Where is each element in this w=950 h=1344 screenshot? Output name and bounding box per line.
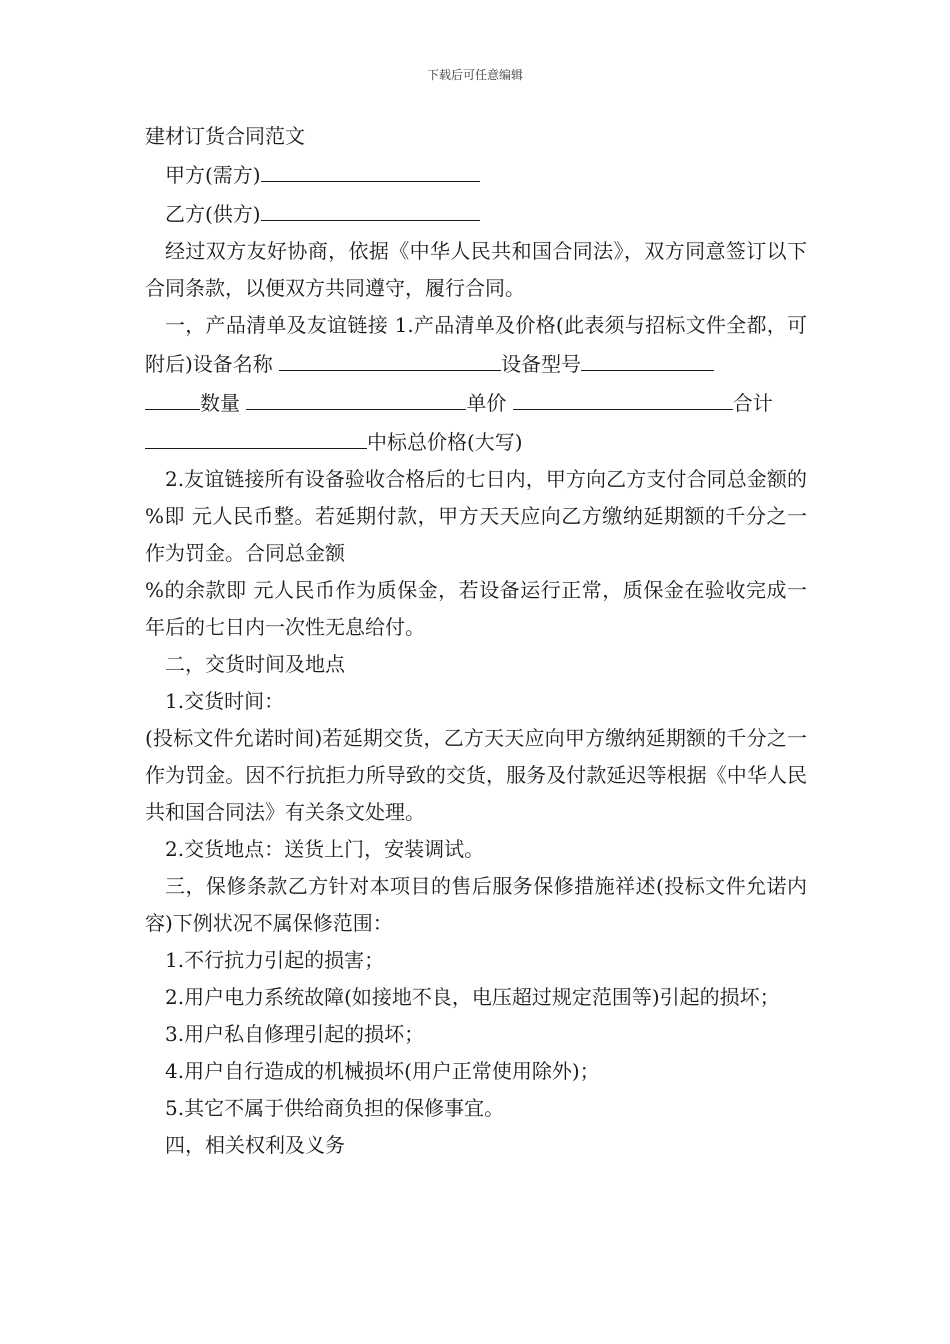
warranty-item-4: 4.用户自行造成的机械损坏(用户正常使用除外)； [165, 1059, 600, 1083]
price-blank[interactable] [513, 383, 733, 410]
delivery-place: 2.交货地点：送货上门，安装调试。 [165, 837, 485, 861]
document-body [145, 118, 807, 1164]
party-b-label: 乙方(供方) [165, 202, 261, 226]
party-a-label: 甲方(需方) [165, 163, 261, 187]
section1-qty-line [145, 383, 807, 422]
payment-paragraph-a: 2.友谊链接所有设备验收合格后的七日内，甲方向乙方支付合同总金额的 %即 元人民币整。若延期付款，甲方天天应向乙方缴纳延期额的千分之一作为罚金。合同总金额 [145, 467, 807, 565]
price-label: 单价 [466, 391, 507, 415]
party-b-blank[interactable] [261, 194, 480, 221]
payment-paragraph-b: %的余款即 元人民币作为质保金，若设备运行正常，质保金在验收完成一年后的七日内一次性无息给付。 [145, 578, 807, 639]
document-title: 建材订货合同范文 [145, 124, 305, 148]
party-a-line [145, 155, 807, 194]
warranty-item-5: 5.其它不属于供给商负担的保修事宜。 [165, 1096, 505, 1120]
section4-heading: 四，相关权利及义务 [165, 1133, 345, 1157]
section3-heading: 三，保修条款乙方针对本项目的售后服务保修措施祥述(投标文件允诺内容)下例状况不属保修范围： [145, 874, 807, 935]
qty-label: 数量 [200, 391, 240, 415]
section1-lead-text: 一，产品清单及友谊链接 1.产品清单及价格(此表须与招标文件全都，可附后)设备名称 [145, 313, 807, 376]
total-blank[interactable] [145, 422, 367, 449]
equipment-name-blank[interactable] [279, 344, 501, 371]
party-b-line [145, 194, 807, 233]
warranty-item-3: 3.用户私自修理引起的损坏； [165, 1022, 425, 1046]
total-label: 合计 [732, 391, 773, 415]
model-label: 设备型号 [501, 352, 582, 376]
header-note: 下载后可任意编辑 [426, 68, 523, 82]
model-blank[interactable] [581, 344, 714, 371]
section1-lead [145, 307, 807, 383]
party-a-blank[interactable] [261, 155, 480, 182]
delivery-time-text: (投标文件允诺时间)若延期交货，乙方天天应向甲方缴纳延期额的千分之一作为罚金。因不行抗拒力所导致的交货，服务及付款延迟等根据《中华人民共和国合同法》有关条文处理。 [145, 726, 807, 824]
section1-grand-line [145, 422, 807, 461]
grand-total-label: 中标总价格(大写) [367, 430, 523, 454]
qty-blank[interactable] [246, 383, 466, 410]
delivery-time-label: 1.交货时间： [165, 689, 285, 713]
warranty-item-1: 1.不行抗力引起的损害； [165, 948, 385, 972]
warranty-item-2: 2.用户电力系统故障(如接地不良，电压超过规定范围等)引起的损坏； [165, 985, 780, 1009]
model-blank-continued[interactable] [145, 383, 200, 410]
section2-heading: 二，交货时间及地点 [165, 652, 345, 676]
intro-paragraph: 经过双方友好协商，依据《中华人民共和国合同法》，双方同意签订以下合同条款，以便双方共同遵守，履行合同。 [145, 239, 807, 300]
